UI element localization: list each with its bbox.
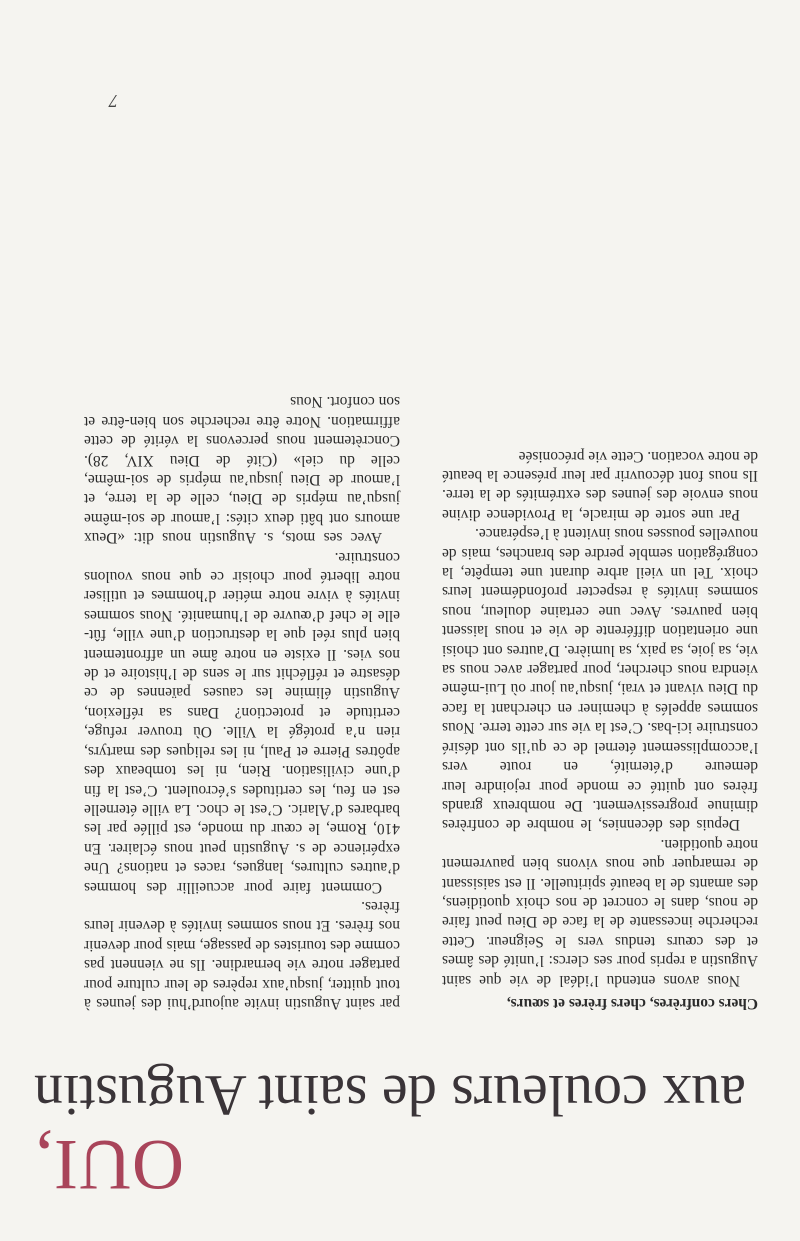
page-number: 7 [109,91,118,111]
paragraph: Comment faire pour accueillir des hommes d’autres cultures, langues, races et nations? Une expérience de s. Augustin peut nous éclairer. En 410, Rome, le cœur du monde, est pillée par les barbares d’Alaric. C’est le choc. La ville éternelle est en feu, les certitudes s’écroulent. C’est la fin d’une civilisation. Rien, ni les tombeaux des apôtres Pierre et Paul, ni les reliques des martyrs, rien n’a protégé la Ville. Où trouver refuge, certitude et protection? Dans sa réflexion, Augustin élimine les causes païennes de ce désastre et réfléchit sur le sens de l’histoire et de nos vies. Il existe en notre âme un affrontement bien plus réel que la destruction d’une ville, fût-elle le chef d’œuvre de l’humanité. Nous sommes invités à vivre notre métier d’hommes et utiliser notre liberté pour choisir ce que nous voulons construire. [84,548,400,896]
paragraph: Par une sorte de miracle, la Providence divine nous envoie des jeunes des extrémités de la terre. Ils nous font découvrir par leur présence la beauté de notre vocation. Cette vie préconisée [442,447,758,523]
paragraph: Depuis des décennies, le nombre de confrères diminue progressivement. De nombreux grands frères ont quitté ce monde pour rejoindre leur demeure d’éternité, en route vers l’accomplissement éternel de ce qu’ils ont désiré construire ici-bas. C’est la vie sur cette terre. Nous sommes appelés à cheminer en cherchant la face du Dieu vivant et vrai, jusqu’au jour où Lui-même viendra nous chercher, pour partager avec nous sa vie, sa joie, sa paix, sa lumière. D’autres ont choisi une orientation différente de vie et nous laissent bien pauvres. Avec une certaine douleur, nous sommes invités à respecter profondément leurs choix. Tel un vieil arbre durant une tempête, la congrégation semble perdre des branches, mais de nouvelles pousses nous invitent à l’espérance. [442,525,758,834]
page-title-oui: OUI, [34,1125,184,1205]
salutation: Chers confrères, chers frères et sœurs, [506,995,758,1012]
page-title-subtitle: aux couleurs de saint Augustin [34,1063,747,1128]
paragraph: Nous avons entendu l’idéal de vie que saint Augustin a repris pour ses clercs: l’unité des âmes et des cœurs tendus vers le Seigneur. Cette recherche incessante de la face de Dieu peut faire de nous, dans le concret de nos choix quotidiens, des amants de la beauté spirituelle. Il est saisissant de remarquer que nous vivons bien pauvrement notre quotidien. [442,835,758,989]
paragraph: par saint Augustin invite aujourd’hui des jeunes à tout quitter, jusqu’aux repères de leur culture pour partager notre vie bernardine. Ils ne viennent pas comme des touristes de passage, mais pour devenir nos frères. Et nous sommes invités à devenir leurs frères. [84,897,400,1012]
paragraph: Avec ses mots, s. Augustin nous dit: «Deux amours ont bâti deux cités: l’amour de soi-même jusqu’au mépris de Dieu, celle de la terre, et l’amour de Dieu jusqu’au mépris de soi-même, celle du ciel» (Cité de Dieu XIV, 28). Concrètement nous percevons la vérité de cette affirmation. Notre être recherche son bien-être et son confort. Nous [84,393,400,547]
text-column-right [84,392,400,1013]
text-column-left [442,446,758,1013]
title-block [34,1063,774,1203]
